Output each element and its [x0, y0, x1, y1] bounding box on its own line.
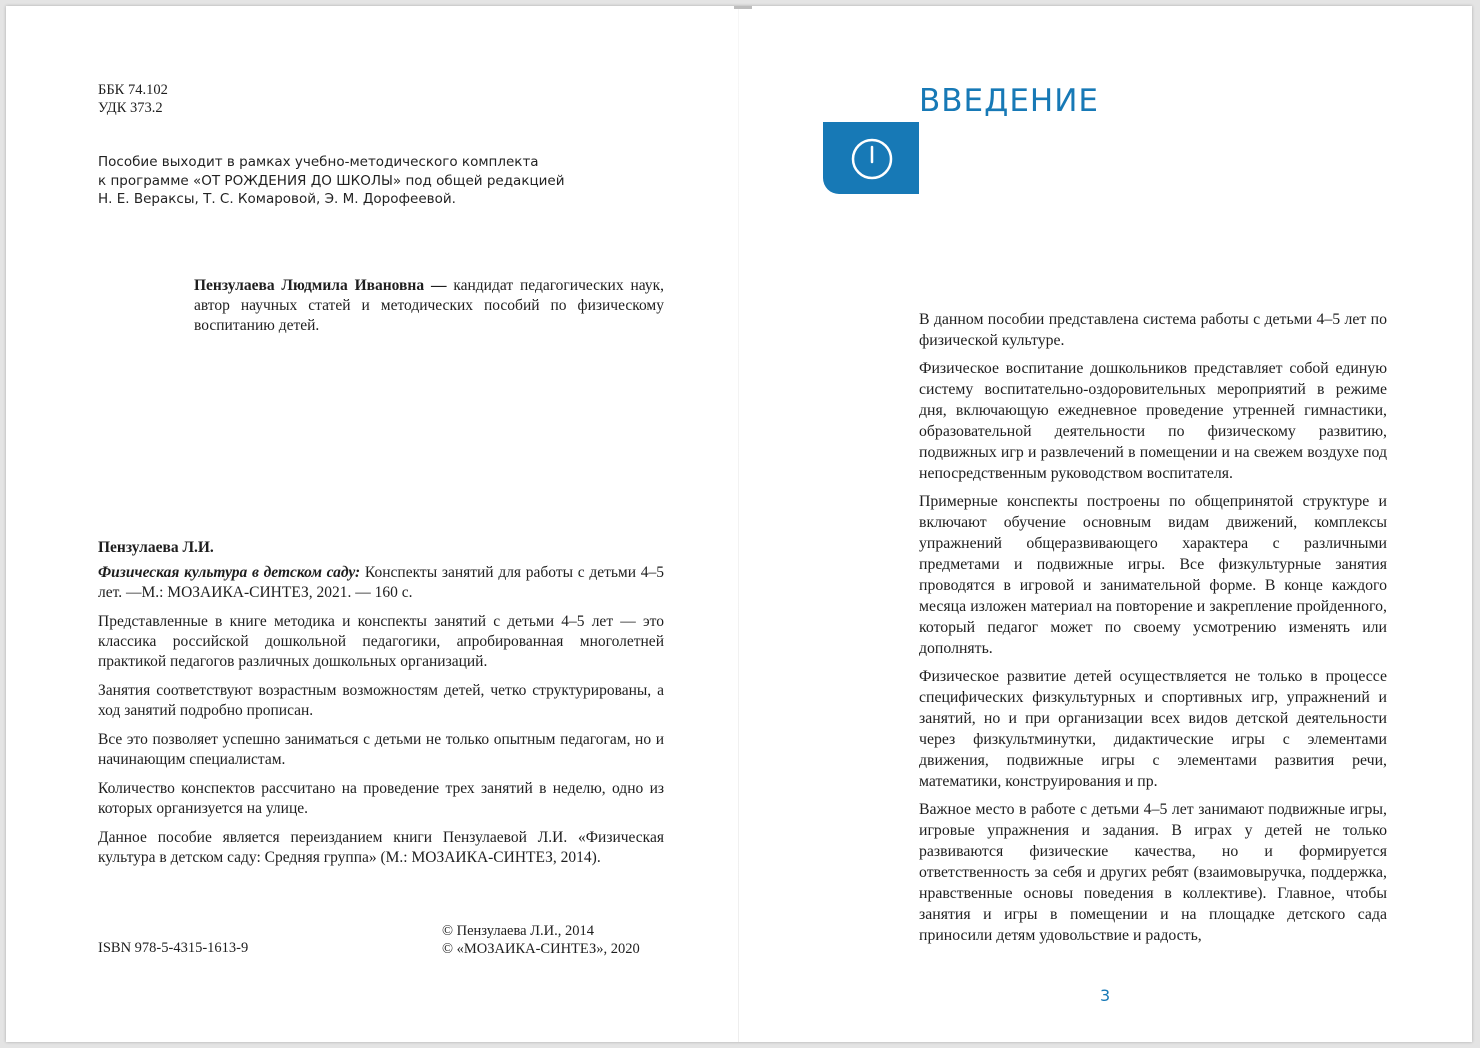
author-bio-name: Пензулаева Людмила Ивановна —: [194, 277, 447, 294]
intro-paragraph: Физическое воспитание дошкольников представляет собой единую систему воспитательно-оздоровительных мероприятий в режиме дня, включающую ежедневное проведение утренней гимнастики, образовательной деятельности по физическому развитию, подвижных игр и развлечений в помещении и на свежем воздухе под непосредственным руководством воспитателя.: [919, 360, 1387, 482]
series-note: [98, 153, 565, 209]
bbk-code: ББК 74.102: [98, 82, 168, 98]
intro-paragraph: Примерные конспекты построены по общепринятой структуре и включают обучение основным видам движений, комплексы упражнений общеразвивающего характера с различными предметами и подвижные игры. Все физкультурные занятия проводятся в игровой и занимательной форме. В конце каждого месяца изложен материал на повторение и закрепление пройденного, который педагог может по своему усмотрению изменять или дополнять.: [919, 493, 1387, 657]
series-line: Н. Е. Вераксы, Т. С. Комаровой, Э. М. Дорофеевой.: [98, 191, 456, 207]
udk-code: УДК 373.2: [98, 100, 163, 116]
chapter-tab: [823, 122, 919, 194]
catalog-card: [98, 538, 664, 877]
binding-mark: [734, 6, 752, 9]
chapter-heading: ВВЕДЕНИЕ: [919, 83, 1100, 119]
card-paragraph: Количество конспектов рассчитано на проведение трех занятий в неделю, одно из которых организуется на улице.: [98, 780, 664, 817]
intro-paragraph: Важное место в работе с детьми 4–5 лет занимают подвижные игры, игровые упражнения и задания. В играх у детей не только развиваются физические качества, но и формируется ответственность за себя и других ребят (взаимовыручка, поддержка, нравственные основы поведения в коллективе). Главное, чтобы занятия и игры в помещении и на площадке детского сада приносили детям удовольствие и радость,: [919, 801, 1387, 944]
page-number: 3: [1100, 986, 1111, 1005]
card-bibliographic-entry: [98, 563, 664, 603]
author-bio-text: кандидат педагогических наук, автор научных статей и методических пособий по физическому воспитанию детей.: [194, 277, 664, 334]
card-author: Пензулаева Л.И.: [98, 539, 214, 556]
card-paragraph: Представленные в книге методика и конспекты занятий с детьми 4–5 лет — это классика российской дошкольной педагогики, апробированная многолетней практикой педагогов различных дошкольных организаций.: [98, 613, 664, 670]
intro-paragraph: В данном пособии представлена система работы с детьми 4–5 лет по физической культуре.: [919, 311, 1387, 349]
copyright-author: © Пензулаева Л.И., 2014: [442, 923, 594, 939]
series-line: к программе «ОТ РОЖДЕНИЯ ДО ШКОЛЫ» под общей редакцией: [98, 172, 565, 189]
card-paragraph: Занятия соответствуют возрастным возможностям детей, четко структурированы, а ход занятий подробно прописан.: [98, 682, 664, 719]
isbn: ISBN 978-5-4315-1613-9: [98, 940, 249, 956]
classification-codes: [98, 81, 168, 117]
card-paragraph: Все это позволяет успешно заниматься с детьми не только опытным педагогам, но и начинающим специалистам.: [98, 731, 664, 768]
copyright-block: [442, 922, 640, 958]
intro-paragraph: Физическое развитие детей осуществляется не только в процессе специфических физкультурных и спортивных игр, упражнений и занятий, но и при организации всех видов детской деятельности через физкультминутки, дидактические игры с элементами движения, подвижные игры с элементами развития речи, математики, конструирования и пр.: [919, 668, 1387, 790]
card-title-rest: Конспекты занятий для работы с детьми 4–5 лет. —М.: МОЗАИКА-СИНТЕЗ, 2021. — 160 с.: [98, 564, 664, 601]
card-title: Физическая культура в детском саду:: [98, 564, 361, 581]
introduction-text: [919, 309, 1387, 953]
page-fold: [738, 6, 739, 1042]
card-paragraph: Данное пособие является переизданием книги Пензулаевой Л.И. «Физическая культура в детском саду: Средняя группа» (М.: МОЗАИКА-СИНТЕЗ, 2014).: [98, 829, 664, 866]
book-spread: [6, 6, 1472, 1042]
series-line: Пособие выходит в рамках учебно-методического комплекта: [98, 154, 539, 170]
power-icon: [849, 136, 895, 182]
author-bio: [194, 276, 664, 336]
copyright-publisher: © «МОЗАИКА-СИНТЕЗ», 2020: [442, 941, 640, 957]
